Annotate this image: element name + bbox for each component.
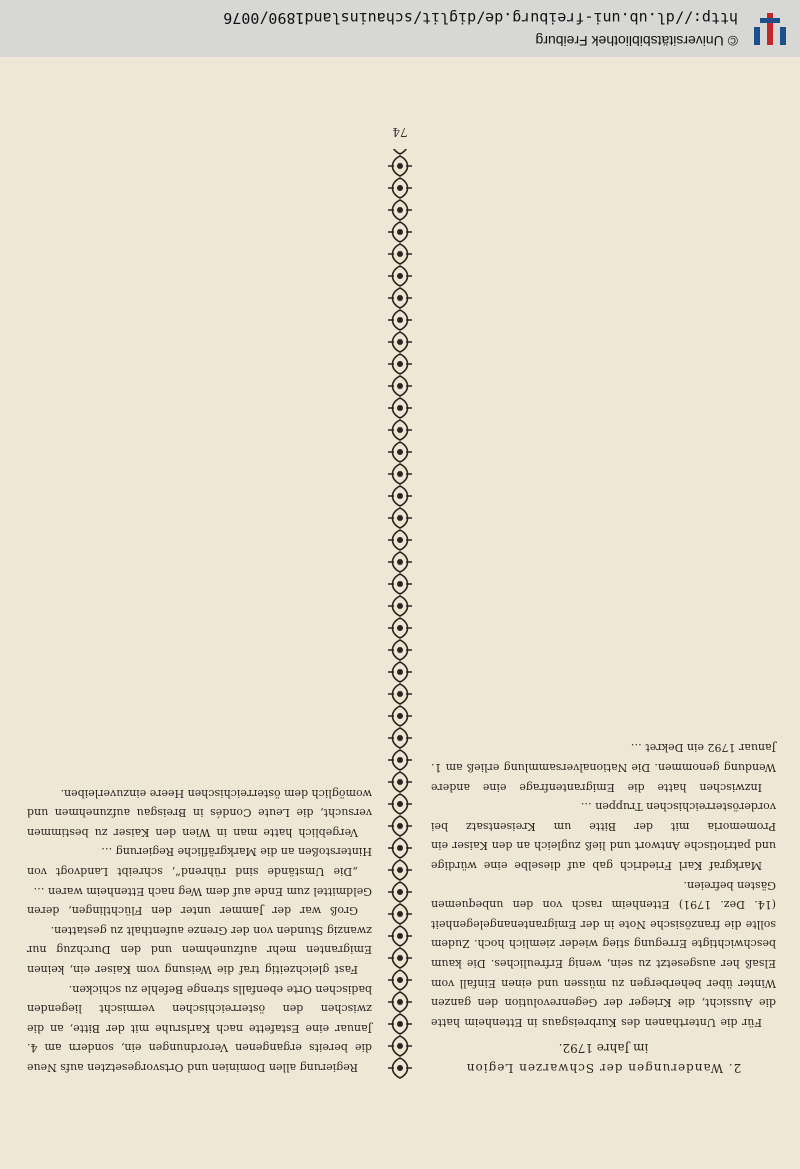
paragraph: Regierung allen Dominien und Ortsvorgesetzten aufs Neue die bereits ergangenen Verordnungen ein, sondern am 4. Januar eine Estafette nach Karlsruhe mit der Bitte, an die zwischen den österreichischen vermischt liegenden badischen Orte ebenfalls strenge Befehle zu schicken. (27, 982, 372, 1074)
paragraph: Für die Unterthanen des Kurbreisgaus in Ettenheim hatte die Aussicht, die Krieger der Gegenrevolution den ganzen Winter über beherbergen zu müssen und einen Einfall vom Elsaß her ausgesetzt zu sein, wenig Erfreuliches. Die kaum beschwichtigte Erregung stieg wieder ziemlich hoch. Zudem sollte die französische Note in der Emigrantenangelegenheit (14. Dez. 1791) Ettenheim rasch von den unbequemen Gästen befreien. (431, 878, 776, 1029)
ub-freiburg-logo-icon (750, 9, 790, 49)
text-column-right (27, 783, 372, 1077)
page-header (0, 0, 800, 57)
page-number: 74 (392, 125, 408, 139)
paragraph: Markgraf Karl Friedrich gab auf dieselbe eine würdige und patriotische Antwort und ließ zugleich an den Kaiser ein Promemoria mit der Bitte um Kreisentsatz bei vorderösterreichischen Truppen … (431, 800, 776, 873)
paragraph: Fast gleichzeitig traf die Weisung vom Kaiser ein, keinen Emigranten mehr aufzunehmen und den Durchzug nur zwanzig Stunden von der Grenze aufenthalt zu gestatten. (27, 923, 372, 977)
paragraph: Groß war der Jammer unter den Flüchtlingen, deren Geldmittel zum Ende auf dem Weg nach Ettenheim waren … (27, 884, 372, 918)
text-column-left (431, 738, 776, 1077)
source-url[interactable]: http://dl.ub.uni-freiburg.de/diglit/schauinsland1890/0076 (223, 9, 738, 27)
paragraph: Inzwischen hatte die Emigrantenfrage eine andere Wendung genommen. Die Nationalversammlung erließ am 1. Januar 1792 ein Dekret … (431, 741, 776, 794)
copyright-notice: © Universitätsbibliothek Freiburg (535, 33, 738, 49)
paragraph: Vergeblich hatte man in Wien den Kaiser zu bestimmen versucht, die Leute Condés in Breisgau aufzunehmen und womöglich dem österreichischen Heere einzuverleiben. (27, 786, 372, 839)
section-heading: 2. Wanderungen der Schwarzen Legion (465, 1061, 742, 1075)
paragraph: „Die Umstände sind rührend“, schreibt Landvogt von Hinterstoßen an die Markgräfliche Regierung … (27, 845, 372, 879)
decorative-border-icon (386, 149, 414, 1079)
section-subheading: im Jahre 1792. (558, 1041, 649, 1056)
